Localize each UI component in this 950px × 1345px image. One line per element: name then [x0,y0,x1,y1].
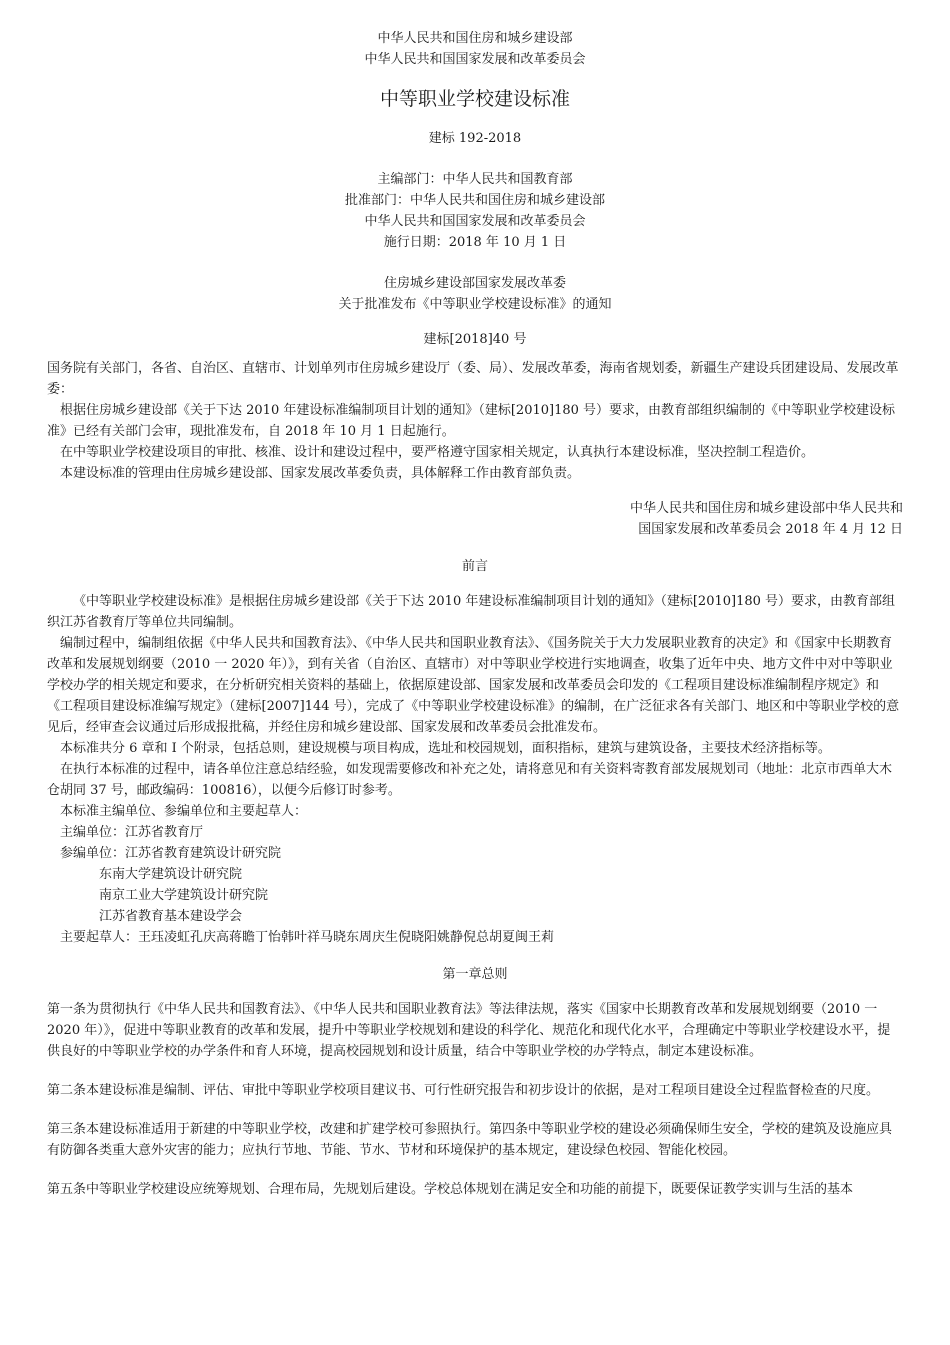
notice-paragraph: 在中等职业学校建设项目的审批、核准、设计和建设过程中，要严格遵守国家相关规定，认真执行本建设标准，坚决控制工程造价。 [60,445,815,460]
notice-subject: 关于批准发布《中等职业学校建设标准》的通知 [338,297,612,312]
article-1: 第一条为贯彻执行《中华人民共和国教育法》、《中华人民共和国职业教育法》等法律法规，落实《国家中长期教育改革和发展规划纲要（2010 一 2020 年）》，促进中等职业教育的改革和发展，提升中等职业学校规划和建设的科学化、规范化和现代化水平，合理确定中等职业学校建设水平，提供良好的中等职业学校的办学条件和育人环境，提高校园规划和设计质量，结合中等职业学校的办学特点，制定本建设标准。 [47,1002,891,1059]
preface-paragraph: 在执行本标准的过程中，请各单位注意总结经验，如发现需要修改和补充之处，请将意见和有关资料寄教育部发展规划司（地址：北京市西单大木仓胡同 37 号，邮政编码：100816），以便今后修订时参考。 [47,762,893,798]
chapter-1-heading: 第一章总则 [442,967,508,982]
participating-units-label: 参编单位：江苏省教育建筑设计研究院 [60,846,282,861]
document-page [47,28,903,1200]
approving-department-2: 中华人民共和国国家发展和改革委员会 [364,214,586,229]
chief-unit: 主编单位：江苏省教育厅 [60,825,204,840]
article-5: 第五条中等职业学校建设应统筹规划、合理布局，先规划后建设。学校总体规划在满足安全和功能的前提下，既要保证教学实训与生活的基本 [47,1182,854,1197]
article-2: 第二条本建设标准是编制、评估、审批中等职业学校项目建议书、可行性研究报告和初步设计的依据，是对工程项目建设全过程监督检查的尺度。 [47,1083,880,1098]
preface-heading: 前言 [461,559,488,574]
participating-unit: 江苏省教育基本建设学会 [99,909,243,924]
preface-paragraph: 《中等职业学校建设标准》是根据住房城乡建设部《关于下达 2010 年建设标准编制项目计划的通知》（建标[2010]180 号）要求，由教育部组织江苏省教育厅等单位共同编制。 [47,594,896,630]
standard-code: 建标 192-2018 [428,131,522,146]
participating-unit: 南京工业大学建筑设计研究院 [99,888,269,903]
effective-date: 施行日期：2018 年 10 月 1 日 [383,235,567,250]
notice-paragraph: 本建设标准的管理由住房城乡建设部、国家发展改革委负责，具体解释工作由教育部负责。 [60,466,581,481]
notice-from: 住房城乡建设部国家发展改革委 [383,276,566,291]
notice-number: 建标[2018]40 号 [423,332,527,347]
approving-department-1: 批准部门：中华人民共和国住房和城乡建设部 [344,193,605,208]
notice-addressees: 国务院有关部门，各省、自治区、直辖市、计划单列市住房城乡建设厅（委、局）、发展改革委，海南省规划委，新疆生产建设兵团建设局、发展改革委： [47,361,899,397]
main-drafters: 主要起草人：王珏凌虹孔庆高蒋瞻丁怡韩叶祥马晓东周庆生倪晓阳姚静倪总胡夏闽王莉 [60,930,555,945]
issuer-line-2: 中华人民共和国国家发展和改革委员会 [364,52,586,67]
issuer-line-1: 中华人民共和国住房和城乡建设部 [377,31,573,46]
preface-paragraph: 本标准主编单位、参编单位和主要起草人： [60,804,308,819]
chief-editor-department: 主编部门：中华人民共和国教育部 [377,172,573,187]
notice-paragraph: 根据住房城乡建设部《关于下达 2010 年建设标准编制项目计划的通知》（建标[2010]180 号）要求，由教育部组织编制的《中等职业学校建设标准》已经有关部门会审，现批准发布，自 2018 年 10 月 1 日起施行。 [47,403,896,439]
document-title: 中等职业学校建设标准 [379,88,570,110]
preface-paragraph: 本标准共分 6 章和 I 个附录，包括总则，建设规模与项目构成，选址和校园规划，面积指标，建筑与建筑设备，主要技术经济指标等。 [60,741,831,756]
preface-paragraph: 编制过程中，编制组依据《中华人民共和国教育法》、《中华人民共和国职业教育法》、《国务院关于大力发展职业教育的决定》和《国家中长期教育改革和发展规划纲要（2010 一 2020 年）》，到有关省（自治区、直辖市）对中等职业学校进行实地调查，收集了近年中央、地方文件中对中等职业学校办学的相关规定和要求，在分析研究相关资料的基础上，依据原建设部、国家发展和改革委员会印发的《工程项目建设标准编制程序规定》和《工程项目建设标准编写规定》（建标[2007]144 号），完成了《中等职业学校建设标准》的编制，在广泛征求各有关部门、地区和中等职业学校的意见后，经审查会议通过后形成报批稿，并经住房和城乡建设部、国家发展和改革委员会批准发布。 [47,636,900,735]
notice-signature: 中华人民共和国住房和城乡建设部中华人民共和国国家发展和改革委员会 2018 年 4 月 12 日 [629,501,903,537]
participating-unit: 东南大学建筑设计研究院 [99,867,243,882]
article-3-4: 第三条本建设标准适用于新建的中等职业学校，改建和扩建学校可参照执行。第四条中等职业学校的建设必须确保师生安全，学校的建筑及设施应具有防御各类重大意外灾害的能力；应执行节地、节能、节水、节材和环境保护的基本规定，建设绿色校园、智能化校园。 [47,1122,893,1158]
